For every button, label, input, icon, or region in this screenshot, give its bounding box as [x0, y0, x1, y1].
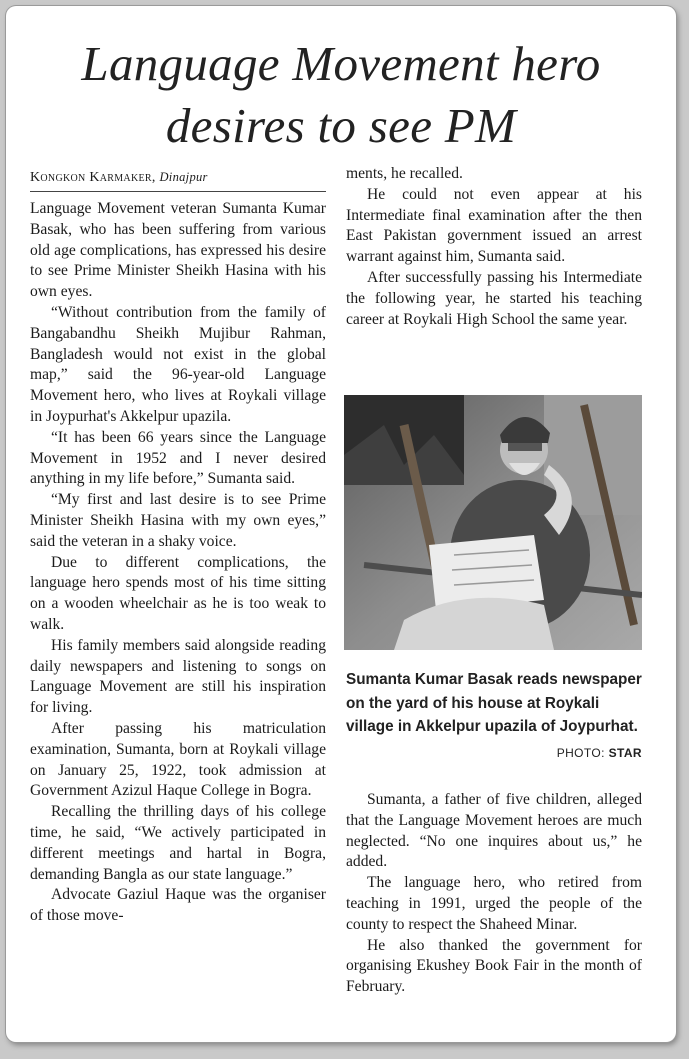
paragraph: Sumanta, a father of five children, alleged that the Language Movement heroes are much neglected. “No one inquires about us,” he added. — [346, 791, 642, 871]
caption-text: Sumanta Kumar Basak reads newspaper on the yard of his house at Roykali village in Akkelpur upazila of Joypurhat. — [346, 671, 642, 735]
photo-credit — [557, 742, 642, 766]
paragraph: His family members said alongside reading daily newspapers and listening to songs on Language Movement are still his inspiration for living. — [30, 636, 326, 717]
right-column-top — [346, 164, 642, 330]
paragraph: The language hero, who retired from teaching in 1991, urged the people of the county to respect the Shaheed Minar. — [346, 874, 642, 933]
byline — [30, 168, 326, 187]
byline-divider — [30, 191, 326, 192]
photo-credit-label: PHOTO: — [556, 745, 605, 760]
paragraph: “Without contribution from the family of Bangabandhu Sheikh Mujibur Rahman, Bangladesh would not exist in the global map,” said the 96-year-old Language Movement hero, who lives at Roykali village in Joypurhat's Akkelpur upazila. — [30, 303, 326, 425]
news-photo — [344, 395, 642, 650]
headline — [6, 33, 676, 157]
paragraph: He also thanked the government for organising Ekushey Book Fair in the month of February. — [346, 936, 642, 996]
paragraph: ments, he recalled. — [346, 165, 463, 182]
newspaper-clipping — [6, 6, 676, 1042]
paragraph: Language Movement veteran Sumanta Kumar Basak, who has been suffering from various old age complications, has expressed his desire to see Prime Minister Sheikh Hasina with his own eyes. — [30, 200, 326, 301]
paragraph: Advocate Gaziul Haque was the organiser of those move- — [30, 886, 326, 925]
headline-line-2: desires to see PM — [165, 98, 517, 153]
photo-illustration — [344, 395, 642, 650]
photo-credit-source: STAR — [608, 745, 642, 760]
right-column-bottom — [346, 790, 642, 998]
left-column — [30, 199, 326, 927]
paragraph: “It has been 66 years since the Language Movement in 1952 and I never desired anything in my life before,” Sumanta said. — [30, 428, 326, 488]
paragraph: After successfully passing his Intermediate the following year, he started his teaching career at Roykali High School the same year. — [346, 268, 642, 328]
byline-location: Dinajpur — [159, 170, 208, 184]
paragraph: After passing his matriculation examination, Sumanta, born at Roykali village on January 25, 1922, took admission at Government Azizul Haque College in Bogra. — [30, 719, 326, 800]
paragraph: Due to different complications, the language hero spends most of his time sitting on a wooden wheelchair as he is too weak to walk. — [30, 553, 326, 633]
headline-line-1: Language Movement hero — [81, 36, 601, 91]
byline-name: Kongkon Karmaker, — [30, 170, 156, 185]
paragraph: “My first and last desire is to see Prime Minister Sheikh Hasina with my own eyes,” said the veteran in a shaky voice. — [30, 491, 326, 550]
paragraph: Recalling the thrilling days of his college time, he said, “We actively participated in different meetings and hartal in Bogra, demanding Bangla as our state language.” — [30, 803, 326, 883]
photo-caption — [346, 668, 642, 765]
paragraph: He could not even appear at his Intermediate final examination after the then East Pakistan government issued an arrest warrant against him, Sumanta said. — [346, 185, 642, 266]
